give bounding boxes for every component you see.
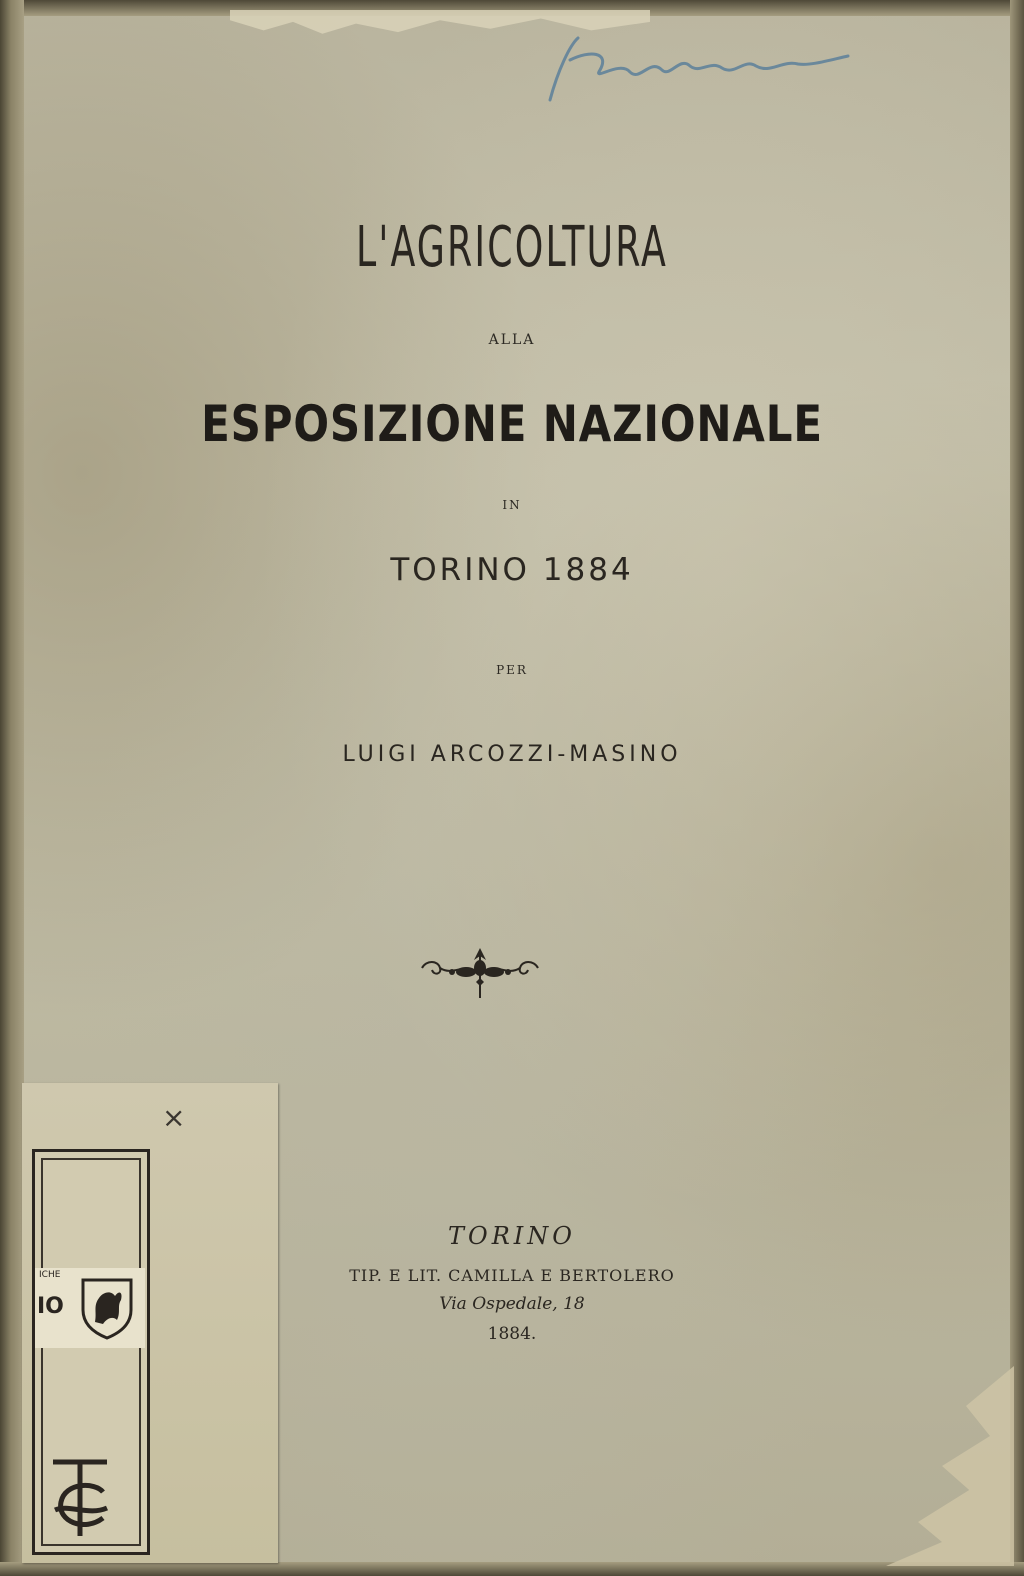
fleuron-ornament-icon	[416, 942, 544, 1000]
heraldic-shield-icon	[77, 1276, 137, 1340]
library-monogram-icon	[45, 1452, 115, 1542]
library-seal	[35, 1268, 145, 1348]
imprint-city: TORINO	[448, 1222, 576, 1250]
imprint-address: Via Ospedale, 18	[439, 1294, 585, 1314]
cover-edge-bottom	[0, 1562, 1024, 1576]
imprint-printer: TIP. E LIT. CAMILLA E BERTOLERO	[349, 1266, 675, 1285]
title-main: L'AGRICOLTURA	[356, 215, 668, 280]
imprint-year: 1884.	[487, 1324, 537, 1344]
torn-paper-corner	[854, 1366, 1014, 1566]
handwritten-signature	[530, 30, 860, 110]
title-place-year: TORINO 1884	[390, 552, 634, 588]
title-connector-alla: ALLA	[488, 332, 536, 348]
spine-tag	[32, 1149, 150, 1555]
title-connector-in: IN	[502, 498, 522, 512]
author-name: LUIGI ARCOZZI-MASINO	[342, 742, 682, 767]
seal-text: IO	[37, 1294, 64, 1319]
byline-connector: PER	[496, 663, 528, 677]
seal-caption: ICHE	[39, 1270, 61, 1280]
label-mark: ×	[162, 1101, 186, 1134]
title-exposition: ESPOSIZIONE NAZIONALE	[201, 395, 823, 453]
library-label	[22, 1083, 278, 1563]
